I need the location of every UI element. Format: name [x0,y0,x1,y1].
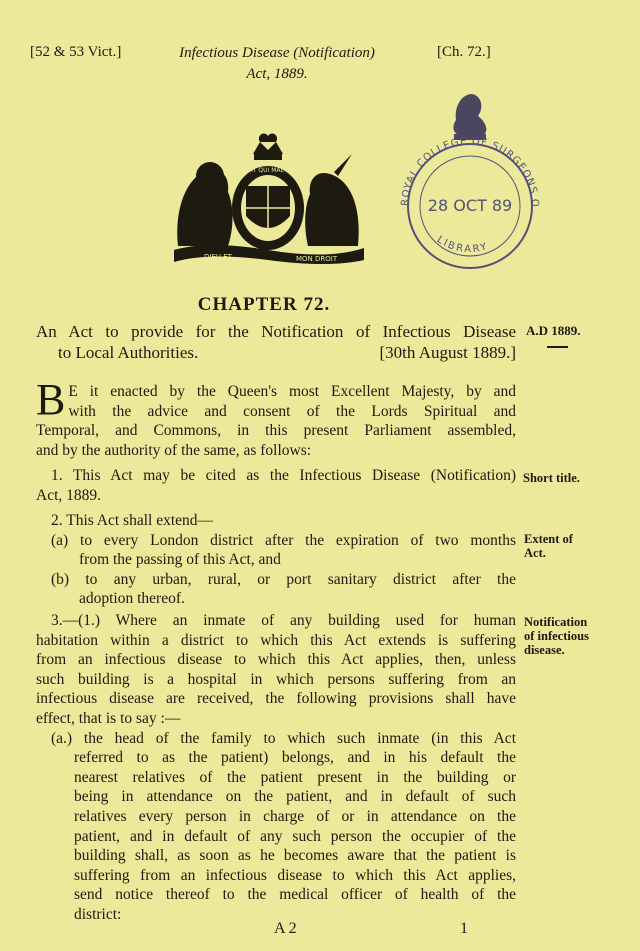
section-2-b-line1: (b) to any urban, rural, or port sanitary district after the [51,570,516,588]
enacting-line4: and by the authority of the same, as follows: [36,441,312,459]
margin-note-notification-line3: disease. [524,643,565,657]
section-3-a-line9: send notice thereof to the medical officer of health of the [74,886,516,904]
margin-note-notification-line1: Notification [524,615,588,629]
garter-motto-text: HONI SOIT QUI MAL Y PENSE [225,167,311,174]
enacting-line1: E it enacted by the Queen's most Excellent Majesty, by and [68,383,516,400]
section-3-line3: from an infectious disease to which this Act applies, then, unless [36,651,516,669]
svg-text:LIBRARY [435,234,490,255]
regnal-year: [52 & 53 Vict.] [30,44,122,60]
stamp-society-text: ROYAL COLLEGE OF SURGEONS OF ENGLAND [391,80,541,208]
drop-cap: B [36,375,66,424]
signature-mark: A 2 [274,920,297,937]
section-3-line4: such building is a hospital in which persons suffering from an [36,670,516,688]
long-title-line2 [36,342,516,363]
section-3-line2: habitation within a district to which this Act extends is suffering [36,631,516,649]
page-number: 1 [460,920,468,937]
section-2 [36,511,516,609]
section-3-a-line10: district: [74,905,122,923]
royal-coat-of-arms-image [168,136,368,266]
section-1 [36,466,516,505]
section-1-line1: 1. This Act may be cited as the Infectious Disease (Notification) [51,467,516,484]
section-2-a-line1: (a) to every London district after the expiration of two months [51,531,516,549]
chapter-ref: [Ch. 72.] [437,44,491,60]
margin-note-notification-line2: of infectious [524,629,589,643]
stamp-date-text: 28 OCT 89 [427,196,513,215]
section-3-a-line6: patient, and in default of any such person the occupier of the [74,827,516,845]
long-title-line1: An Act to provide for the Notification of Infectious Disease [36,322,516,341]
section-3-a-line7: building shall, as soon as he becomes aware that the patient is [74,847,516,865]
assent-date: [30th August 1889.] [379,343,516,362]
section-3-a-line1: (a.) the head of the family to which such inmate (in this Act [51,729,516,747]
section-3 [36,611,516,925]
enacting-formula [36,375,516,460]
margin-note-extent-line2: Act. [524,546,546,560]
margin-note-extent-line1: Extent of [524,532,573,546]
section-2-intro: 2. This Act shall extend— [51,512,214,529]
section-2-b-line2: adoption thereof. [79,590,185,608]
long-title-addressee: to Local Authorities. [58,343,199,362]
running-title-line1: Infectious Disease (Notification) [179,45,375,61]
library-stamp-image [391,80,546,268]
section-3-a-line4: being in attendance on the patient, and in default of such [74,788,516,806]
section-3-a-line2: referred to as the patient) belongs, and in his default the [74,749,516,767]
stamp-library-text: LIBRARY [434,234,490,256]
running-title [160,43,394,85]
section-3-line1: 3.—(1.) Where an inmate of any building used for human [51,612,516,629]
running-title-line2: Act, 1889. [246,66,308,82]
section-2-a-line2: from the passing of this Act, and [79,551,281,569]
motto-right-text: MON DROIT [296,255,338,263]
section-1-line2: Act, 1889. [36,486,102,504]
enacting-line3: Temporal, and Commons, in this present Parliament assembled, [36,422,516,440]
section-3-a-line5: relatives every person in charge of or in attendance on the [74,807,516,825]
margin-note-extent [524,532,573,560]
margin-note-short-title: Short title. [523,471,580,485]
margin-year-rule [547,346,568,348]
chapter-heading: CHAPTER 72. [197,294,331,315]
section-3-a-line8: suffering from an infectious disease to which this Act applies, [74,866,516,884]
section-3-line6: effect, that is to say :— [36,709,181,727]
section-3-a-line3: nearest relatives of the patient present in the building or [74,768,516,786]
section-3-line5: infectious disease are received, the following provisions shall have [36,690,516,708]
long-title [36,321,516,363]
motto-left-text: DIEU ET [204,253,232,261]
enacting-line2: with the advice and consent of the Lords Spiritual and [68,402,516,420]
margin-year-note: A.D 1889. [526,323,581,338]
margin-note-notification [524,615,589,657]
